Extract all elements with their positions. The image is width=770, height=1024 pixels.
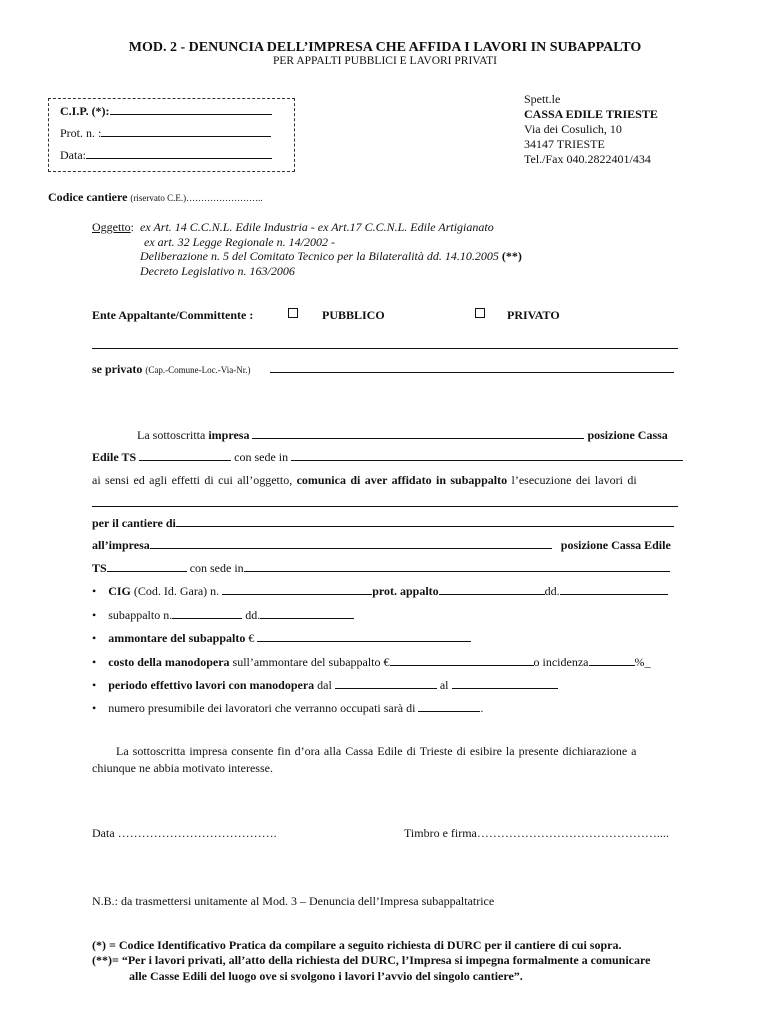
ente-label: Ente Appaltante/Committente : (92, 308, 254, 322)
prot-field[interactable] (60, 126, 271, 141)
cip-line[interactable] (110, 104, 272, 115)
body-text-ai-sensi: ai sensi ed agli effetti di cui all’oggetto, (92, 473, 293, 487)
data-label: Data: (60, 148, 86, 162)
footnote-2b: alle Casse Edili del luogo ove si svolgono i lavori l’avvio del singolo cantiere”. (129, 969, 523, 983)
oggetto-ref: (**) (501, 249, 522, 263)
cantiere-label: per il cantiere di (92, 516, 176, 530)
esecuzione-text: l’esecuzione dei lavori di (511, 473, 637, 487)
data-field[interactable] (60, 148, 272, 163)
recipient-address (524, 92, 658, 167)
codice-cantiere-note: (riservato C.E.)…………………….. (130, 193, 263, 203)
bullet-subappalto: • subappalto n. dd. (92, 608, 354, 623)
posizione-edile-label: posizione Cassa Edile (560, 538, 671, 552)
prot-line[interactable] (101, 126, 271, 137)
cip-label: C.I.P. (*): (60, 104, 110, 118)
subappalto-dd-label: dd. (245, 608, 261, 622)
numero-label: numero presumibile dei lavoratori che verranno occupati sarà di (108, 701, 416, 715)
signature-date[interactable]: Data …………………………………. (92, 826, 277, 840)
bullet-periodo: • periodo effettivo lavori con manodopera dal al (92, 678, 558, 693)
periodo-al-label: al (439, 678, 449, 692)
cig-desc: (Cod. Id. Gara) n. (133, 584, 220, 598)
ammontare-currency: € (248, 631, 255, 645)
incidenza-label: o incidenza (533, 655, 589, 669)
oggetto-text3: Deliberazione n. 5 del Comitato Tecnico per la Bilateralità dd. 14.10.2005 (140, 249, 499, 263)
oggetto-line3 (140, 249, 522, 264)
body-line1 (137, 428, 668, 443)
ammontare-field[interactable] (257, 631, 471, 642)
periodo-label: periodo effettivo lavori con manodopera (108, 678, 315, 692)
ammontare-label: ammontare del subappalto (108, 631, 246, 645)
costo-label: costo della manodopera (108, 655, 230, 669)
prot-appalto-field[interactable] (439, 584, 545, 595)
comunica-text: comunica di aver affidato in subappalto (296, 473, 508, 487)
body-line2 (92, 450, 683, 465)
codice-cantiere (48, 190, 263, 205)
body-line3 (92, 473, 637, 488)
oggetto-line4: Decreto Legislativo n. 163/2006 (140, 264, 295, 278)
numero-period: . (480, 701, 484, 715)
subappalto-label: subappalto n. (108, 608, 173, 622)
lavori-line[interactable] (92, 506, 678, 507)
bullet-costo: • costo della manodopera sull’ammontare del subappalto € o incidenza %_ (92, 655, 651, 669)
footnote-2a: (**)= “Per i lavori privati, all’atto della richiesta del DURC, l’Impresa si impegna formalmente a comunicare (92, 953, 651, 967)
cig-label: CIG (108, 584, 131, 598)
document-title: MOD. 2 - DENUNCIA DELL’IMPRESA CHE AFFIDA I LAVORI IN SUBAPPALTO (128, 40, 642, 55)
recipient-street: Via dei Cosulich, 10 (524, 122, 622, 136)
subappalto-dd-field[interactable] (260, 608, 354, 619)
checkbox-privato[interactable] (475, 308, 485, 318)
consent-line1: La sottoscritta impresa consente fin d’ora alla Cassa Edile di Trieste di esibire la presente dichiarazione a (116, 744, 637, 758)
cantiere-field[interactable] (176, 516, 674, 527)
impresa-row (92, 538, 671, 553)
incidenza-field[interactable] (589, 655, 635, 666)
posizione-field[interactable] (139, 450, 231, 461)
impresa-label: impresa (208, 428, 250, 442)
checkbox-pubblico[interactable] (288, 308, 298, 318)
percent-sign: %_ (634, 655, 651, 669)
se-privato (92, 362, 251, 377)
recipient-name: CASSA EDILE TRIESTE (524, 107, 658, 121)
signature-stamp[interactable]: Timbro e firma……………………………………….... (404, 826, 669, 840)
cantiere-row (92, 516, 674, 531)
body-text: La sottoscritta (137, 428, 206, 442)
bullet-numero: • numero presumibile dei lavoratori che verranno occupati sarà di . (92, 701, 484, 715)
recipient-city: 34147 TRIESTE (524, 137, 605, 151)
all-impresa-label: all’impresa (92, 538, 150, 552)
cig-dd-field[interactable] (560, 584, 668, 595)
numero-field[interactable] (418, 701, 480, 712)
codice-cantiere-label: Codice cantiere (48, 190, 128, 204)
costo-desc: sull’ammontare del subappalto € (232, 655, 390, 669)
oggetto-line2: ex art. 32 Legge Regionale n. 14/2002 - (144, 235, 335, 249)
data-line[interactable] (86, 148, 272, 159)
impresa-field[interactable] (252, 428, 584, 439)
recipient-line1: Spett.le (524, 92, 561, 106)
posizione-label: posizione Cassa (587, 428, 668, 442)
oggetto-label: Oggetto (92, 220, 131, 234)
document-subtitle: PER APPALTI PUBBLICI E LAVORI PRIVATI (273, 55, 497, 67)
edile-ts-label: Edile TS (92, 450, 137, 464)
cip-field[interactable] (60, 104, 272, 119)
ts-row (92, 561, 670, 576)
consent-line2: chiunque ne abbia motivato interesse. (92, 761, 273, 775)
costo-field[interactable] (390, 655, 534, 666)
ente-line[interactable] (92, 348, 678, 349)
nb-note: N.B.: da trasmettersi unitamente al Mod. 3 – Denuncia dell’Impresa subappaltatrice (92, 894, 495, 908)
all-impresa-field[interactable] (150, 538, 552, 549)
footnote-1: (*) = Codice Identificativo Pratica da compilare a seguito richiesta di DURC per il cantiere di cui sopra. (92, 938, 622, 952)
periodo-dal-field[interactable] (335, 678, 437, 689)
ts-sede-field[interactable] (244, 561, 670, 572)
option-privato-label: PRIVATO (507, 308, 560, 322)
ts-label: TS (92, 561, 107, 575)
prot-appalto-label: prot. appalto (372, 584, 439, 598)
cig-field[interactable] (222, 584, 372, 595)
prot-label: Prot. n. : (60, 126, 102, 140)
sede-label: con sede in (234, 450, 289, 464)
bullet-ammontare: • ammontare del subappalto € (92, 631, 471, 646)
oggetto-line1: Oggetto: ex Art. 14 C.C.N.L. Edile Industria - ex Art.17 C.C.N.L. Edile Artigianato (92, 220, 494, 234)
bullet-cig: • CIG (Cod. Id. Gara) n. prot. appalto dd. (92, 584, 668, 599)
se-privato-note: (Cap.-Comune-Loc.-Via-Nr.) (145, 365, 251, 375)
option-pubblico-label: PUBBLICO (322, 308, 385, 322)
sede-field[interactable] (291, 450, 683, 461)
periodo-al-field[interactable] (452, 678, 558, 689)
ts-field[interactable] (107, 561, 187, 572)
se-privato-label: se privato (92, 362, 143, 376)
recipient-phone: Tel./Fax 040.2822401/434 (524, 152, 651, 166)
subappalto-field[interactable] (172, 608, 242, 619)
se-privato-line[interactable] (270, 372, 674, 373)
ts-sede-label: con sede in (189, 561, 244, 575)
periodo-dal-label: dal (317, 678, 332, 692)
cig-dd-label: dd. (544, 584, 560, 598)
oggetto-text1: ex Art. 14 C.C.N.L. Edile Industria - ex Art.17 C.C.N.L. Edile Artigianato (140, 220, 494, 234)
